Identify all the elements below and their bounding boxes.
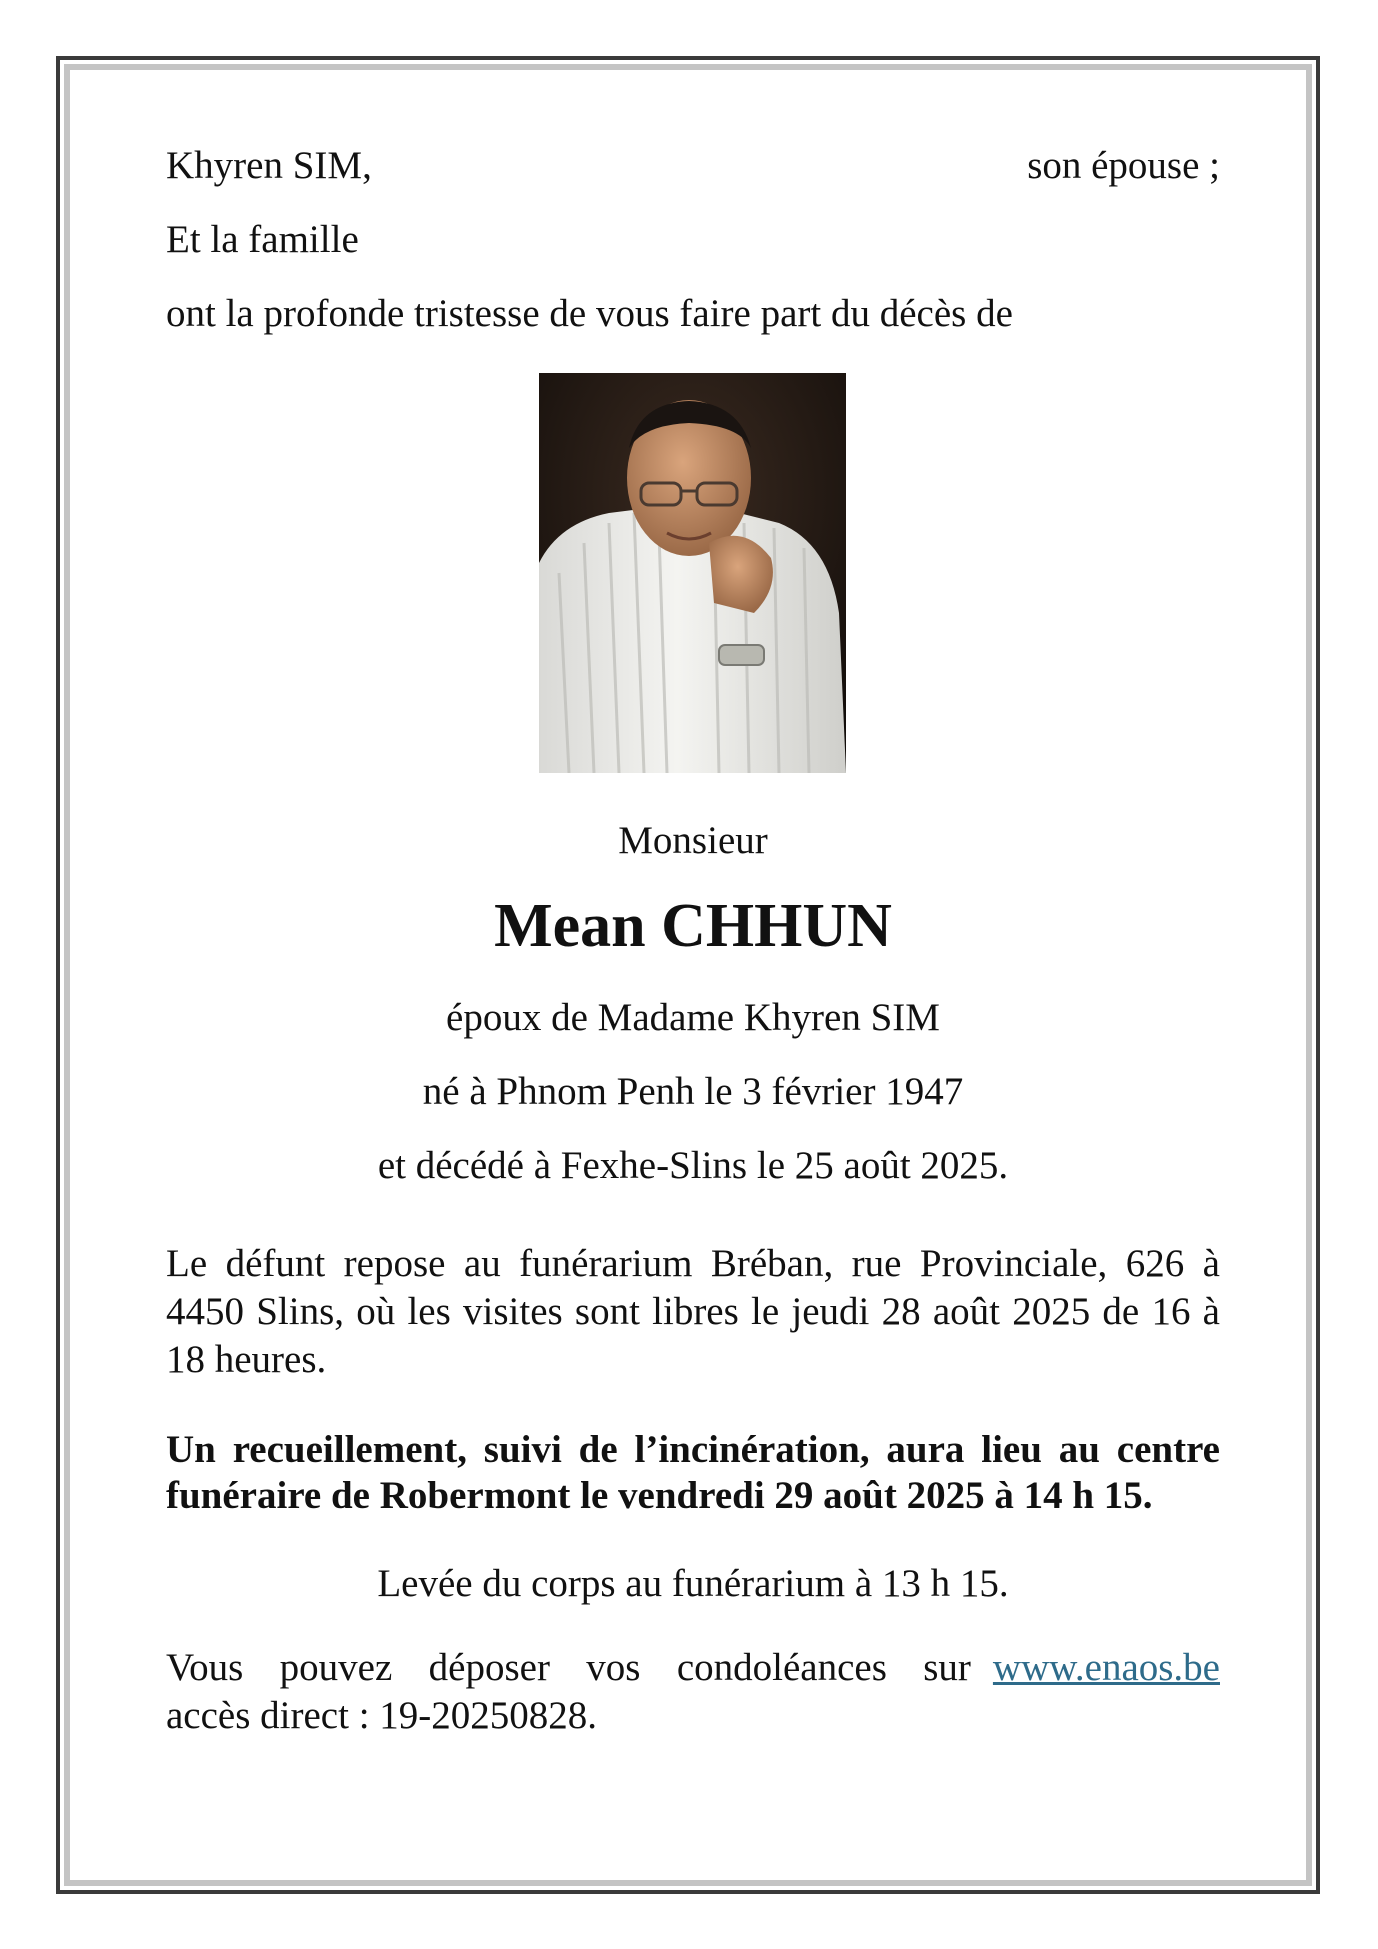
- announcement-line: ont la profonde tristesse de vous faire part du décès de: [166, 292, 1013, 335]
- condolences-word: sur: [923, 1646, 971, 1689]
- condolences-word: condoléances: [676, 1646, 887, 1689]
- spouse-name: Khyren SIM,: [166, 144, 372, 187]
- condolences-prefix-text: [166, 1644, 971, 1692]
- portrait-photo: [539, 373, 846, 773]
- spouse-role: son épouse ;: [1027, 144, 1220, 187]
- deceased-name: Mean CHHUN: [494, 892, 892, 960]
- departure-line: Levée du corps au funérarium à 13 h 15.: [377, 1562, 1009, 1605]
- condolences-word: Vous: [166, 1646, 244, 1689]
- visitation-paragraph: Le défunt repose au funérarium Bréban, rue Provinciale, 626 à 4450 Slins, où les visites sont libres le jeudi 28 août 2025 de 16 à 18 heures.: [166, 1242, 1220, 1381]
- spouse-line: époux de Madame Khyren SIM: [446, 996, 940, 1039]
- enaos-link[interactable]: www.enaos.be: [992, 1646, 1220, 1689]
- title-monsieur: Monsieur: [618, 819, 768, 862]
- condolences-line: [166, 1644, 1220, 1692]
- condolences-word: déposer: [428, 1646, 550, 1689]
- condolences-word: vos: [586, 1646, 641, 1689]
- family-line: Et la famille: [166, 218, 359, 261]
- death-line: et décédé à Fexhe-Slins le 25 août 2025.: [377, 1144, 1009, 1187]
- ceremony-paragraph: Un recueillement, suivi de l’incinération, aura lieu au centre funéraire de Robermont le vendredi 29 août 2025 à 14 h 15.: [166, 1428, 1220, 1517]
- direct-access-line: accès direct : 19-20250828.: [166, 1694, 598, 1737]
- birth-line: né à Phnom Penh le 3 février 1947: [422, 1070, 964, 1113]
- condolences-word: pouvez: [279, 1646, 393, 1689]
- condolences-prefix: [166, 1644, 971, 1692]
